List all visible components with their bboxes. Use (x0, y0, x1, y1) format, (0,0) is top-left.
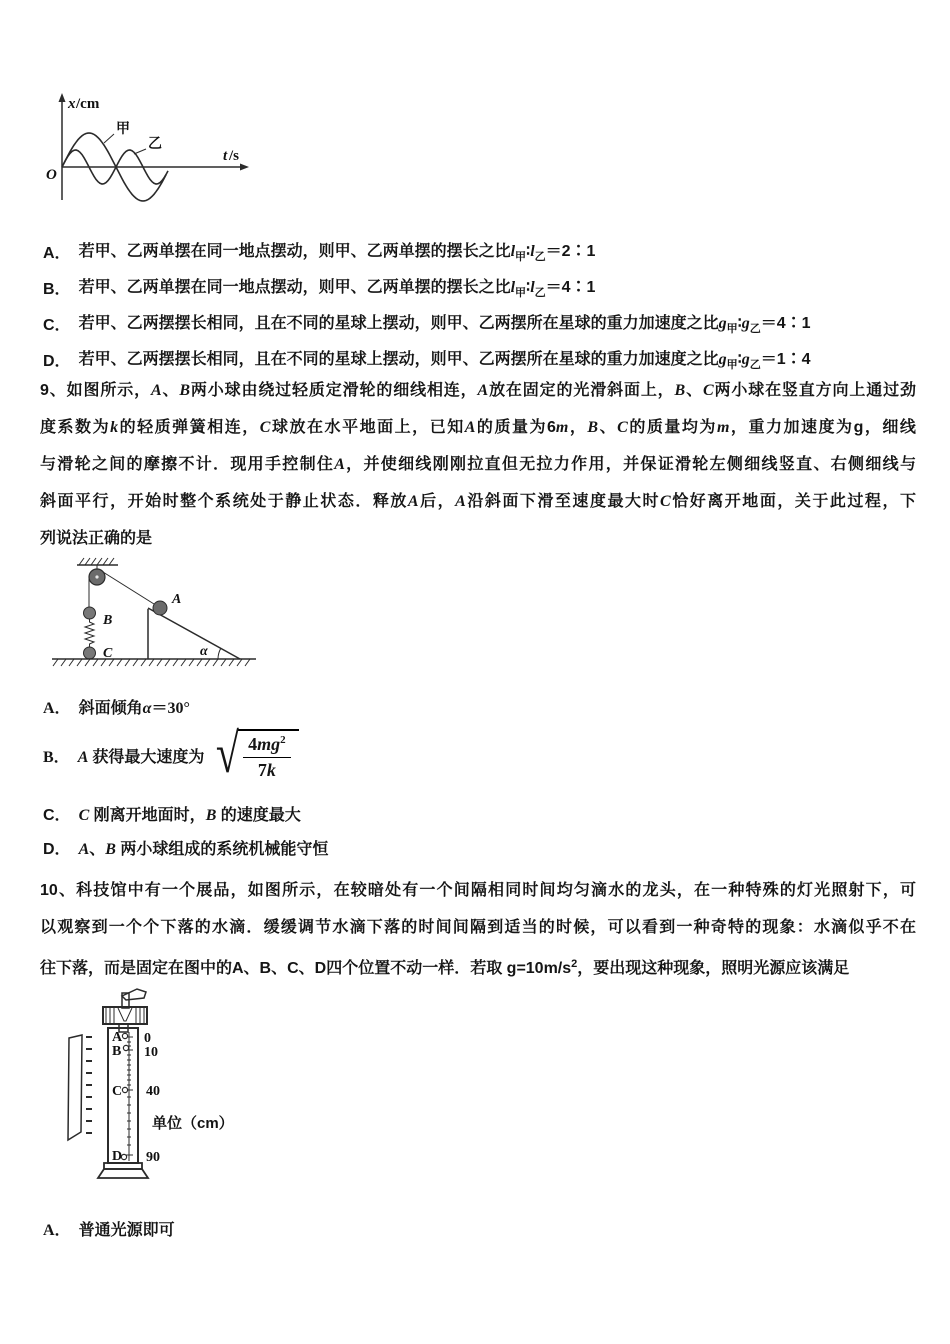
radical-overbar (237, 729, 299, 781)
q9-stem-line: 与滑轮之间的摩擦不计．现用手控制住A，并使细线刚刚拉直但无拉力作用，并保证滑轮左侧细线竖直、右侧细线与 (40, 456, 916, 473)
q8-pendulum-graph (40, 88, 370, 208)
q8-options (43, 233, 811, 377)
origin-label: O (46, 167, 57, 183)
q9-stem-line: 斜面平行，开始时整个系统处于静止状态．释放A后，A沿斜面下滑至速度最大时C恰好离开地面，关于此过程，下 (40, 493, 916, 510)
jia-pointer-line (104, 134, 114, 143)
option-letter: B． (43, 748, 70, 766)
option-text: C 刚离开地面时，B 的速度最大 (78, 806, 301, 824)
q10-water-drop-apparatus (40, 985, 320, 1195)
option-letter: C． (43, 806, 71, 824)
q10-stem-line: 以观察到一个个下落的水滴．缓缓调节水滴下落的时间间隔到适当的时候，可以看到一种奇特的现象：水滴似乎不在 (40, 919, 916, 936)
q9-stem-line: 度系数为k的轻质弹簧相连，C球放在水平地面上，已知A的质量为6m，B、C的质量均为m，重力加速度为g，细线 (40, 419, 916, 436)
option-letter: A． (43, 244, 71, 262)
ball-a-label: A (172, 592, 182, 607)
option-text: A、B 两小球组成的系统机械能守恒 (78, 840, 329, 858)
scale-value-40: 40 (146, 1084, 160, 1099)
option-text: 斜面倾角α＝30° (78, 699, 190, 717)
option-text: 若甲、乙两摆摆长相同，且在不同的星球上摆动，则甲、乙两摆所在星球的重力加速度之比$g_甲∶g_乙=4∶1$ (78, 315, 811, 335)
option-letter: D． (43, 840, 71, 858)
y-axis-label-unit: /cm (76, 96, 100, 112)
spring-icon (85, 619, 94, 647)
curve-yi-label: 乙 (148, 135, 162, 151)
option-text: 若甲、乙两摆摆长相同，且在不同的星球上摆动，则甲、乙两摆所在星球的重力加速度之比$g_甲∶g_乙=1∶4$ (78, 351, 811, 371)
option-letter: D． (43, 352, 71, 370)
light-panel (68, 1035, 82, 1140)
option-letter: A． (43, 699, 71, 717)
ball-c-label: C (103, 646, 113, 661)
q8-option-c (43, 305, 811, 341)
radical-sign-icon: √ (216, 723, 240, 786)
q9-option-a (43, 690, 328, 722)
option-text: A 获得最大速度为 (77, 748, 205, 766)
q9-stem (40, 372, 916, 557)
light-ray-dashes (86, 1037, 92, 1133)
q9-option-b (43, 722, 328, 788)
q9-option-c (43, 796, 328, 830)
q9-option-b-formula (212, 723, 298, 786)
fraction (243, 734, 291, 781)
q10-options (43, 1210, 175, 1246)
angle-alpha-label: α (200, 644, 208, 659)
drop-label-a: A (112, 1030, 123, 1045)
drop-label-b: B (112, 1044, 122, 1059)
incline-hypotenuse (148, 608, 240, 659)
scale-value-90: 90 (146, 1150, 160, 1165)
scale-value-10: 10 (144, 1045, 158, 1060)
ball-c (84, 647, 96, 659)
faucet-handle-icon (122, 989, 146, 1000)
fraction-denominator: 7k (257, 760, 276, 780)
yi-pointer-line (134, 149, 146, 154)
q9-stem-line: 9、如图所示，A、B两小球由绕过轻质定滑轮的细线相连，A放在固定的光滑斜面上，B、C两小球在竖直方向上通过劲 (40, 382, 916, 399)
q9-pulley-incline-diagram (50, 556, 310, 691)
q10-stem (40, 872, 916, 987)
x-axis-label-unit: /s (229, 148, 240, 164)
scale-value-0: 0 (144, 1031, 151, 1046)
unit-label: 单位（cm） (152, 1115, 234, 1132)
ball-b (84, 607, 96, 619)
funnel (118, 1008, 132, 1021)
q9-options (43, 690, 328, 864)
q10-option-a (43, 1210, 175, 1246)
option-letter: C． (43, 316, 71, 334)
option-text: 若甲、乙两单摆在同一地点摆动，则甲、乙两单摆的摆长之比$l_甲∶l_乙=4∶1$ (78, 279, 596, 299)
angle-arc (218, 649, 221, 660)
x-axis-arrow-icon (240, 164, 249, 171)
y-axis-label-var: x (68, 96, 76, 112)
q8-option-b (43, 269, 811, 305)
ground-hatch (53, 659, 250, 666)
y-axis-arrow-icon (59, 93, 66, 102)
curve-jia-label: 甲 (116, 120, 130, 136)
drop-label-c: C (112, 1084, 123, 1099)
option-text: 普通光源即可 (78, 1221, 175, 1239)
option-letter: B． (43, 280, 71, 298)
q9-stem-line: 列说法正确的是 (40, 530, 153, 547)
option-letter: A． (43, 1221, 71, 1239)
option-text: 若甲、乙两单摆在同一地点摆动，则甲、乙两单摆的摆长之比$l_甲∶l_乙=2∶1$ (78, 243, 596, 263)
water-drop-b (123, 1045, 128, 1050)
right-string (103, 572, 154, 604)
base-foot (98, 1169, 148, 1178)
q9-option-d (43, 830, 328, 864)
water-drop-d (121, 1154, 126, 1159)
q10-stem-line: 10、科技馆中有一个展品，如图所示，在较暗处有一个间隔相同时间均匀滴水的龙头，在一种特殊的灯光照射下，可 (40, 882, 916, 899)
q10-stem-line: 往下落，而是固定在图中的A、B、C、D四个位置不动一样．若取 $g=10m/s^2$，要出现这种现象，照明光源应该满足 (40, 958, 850, 977)
water-drop-a (122, 1033, 127, 1038)
ceiling-hatch (79, 558, 114, 565)
x-axis-label-var: t (223, 148, 228, 164)
water-drop-c (122, 1087, 127, 1092)
ball-a (153, 601, 167, 615)
q8-option-a (43, 233, 811, 269)
pulley-hub (95, 575, 98, 578)
fraction-numerator: $4mg^2$ (243, 734, 291, 758)
drop-label-d: D (112, 1149, 123, 1164)
ball-b-label: B (103, 613, 113, 628)
